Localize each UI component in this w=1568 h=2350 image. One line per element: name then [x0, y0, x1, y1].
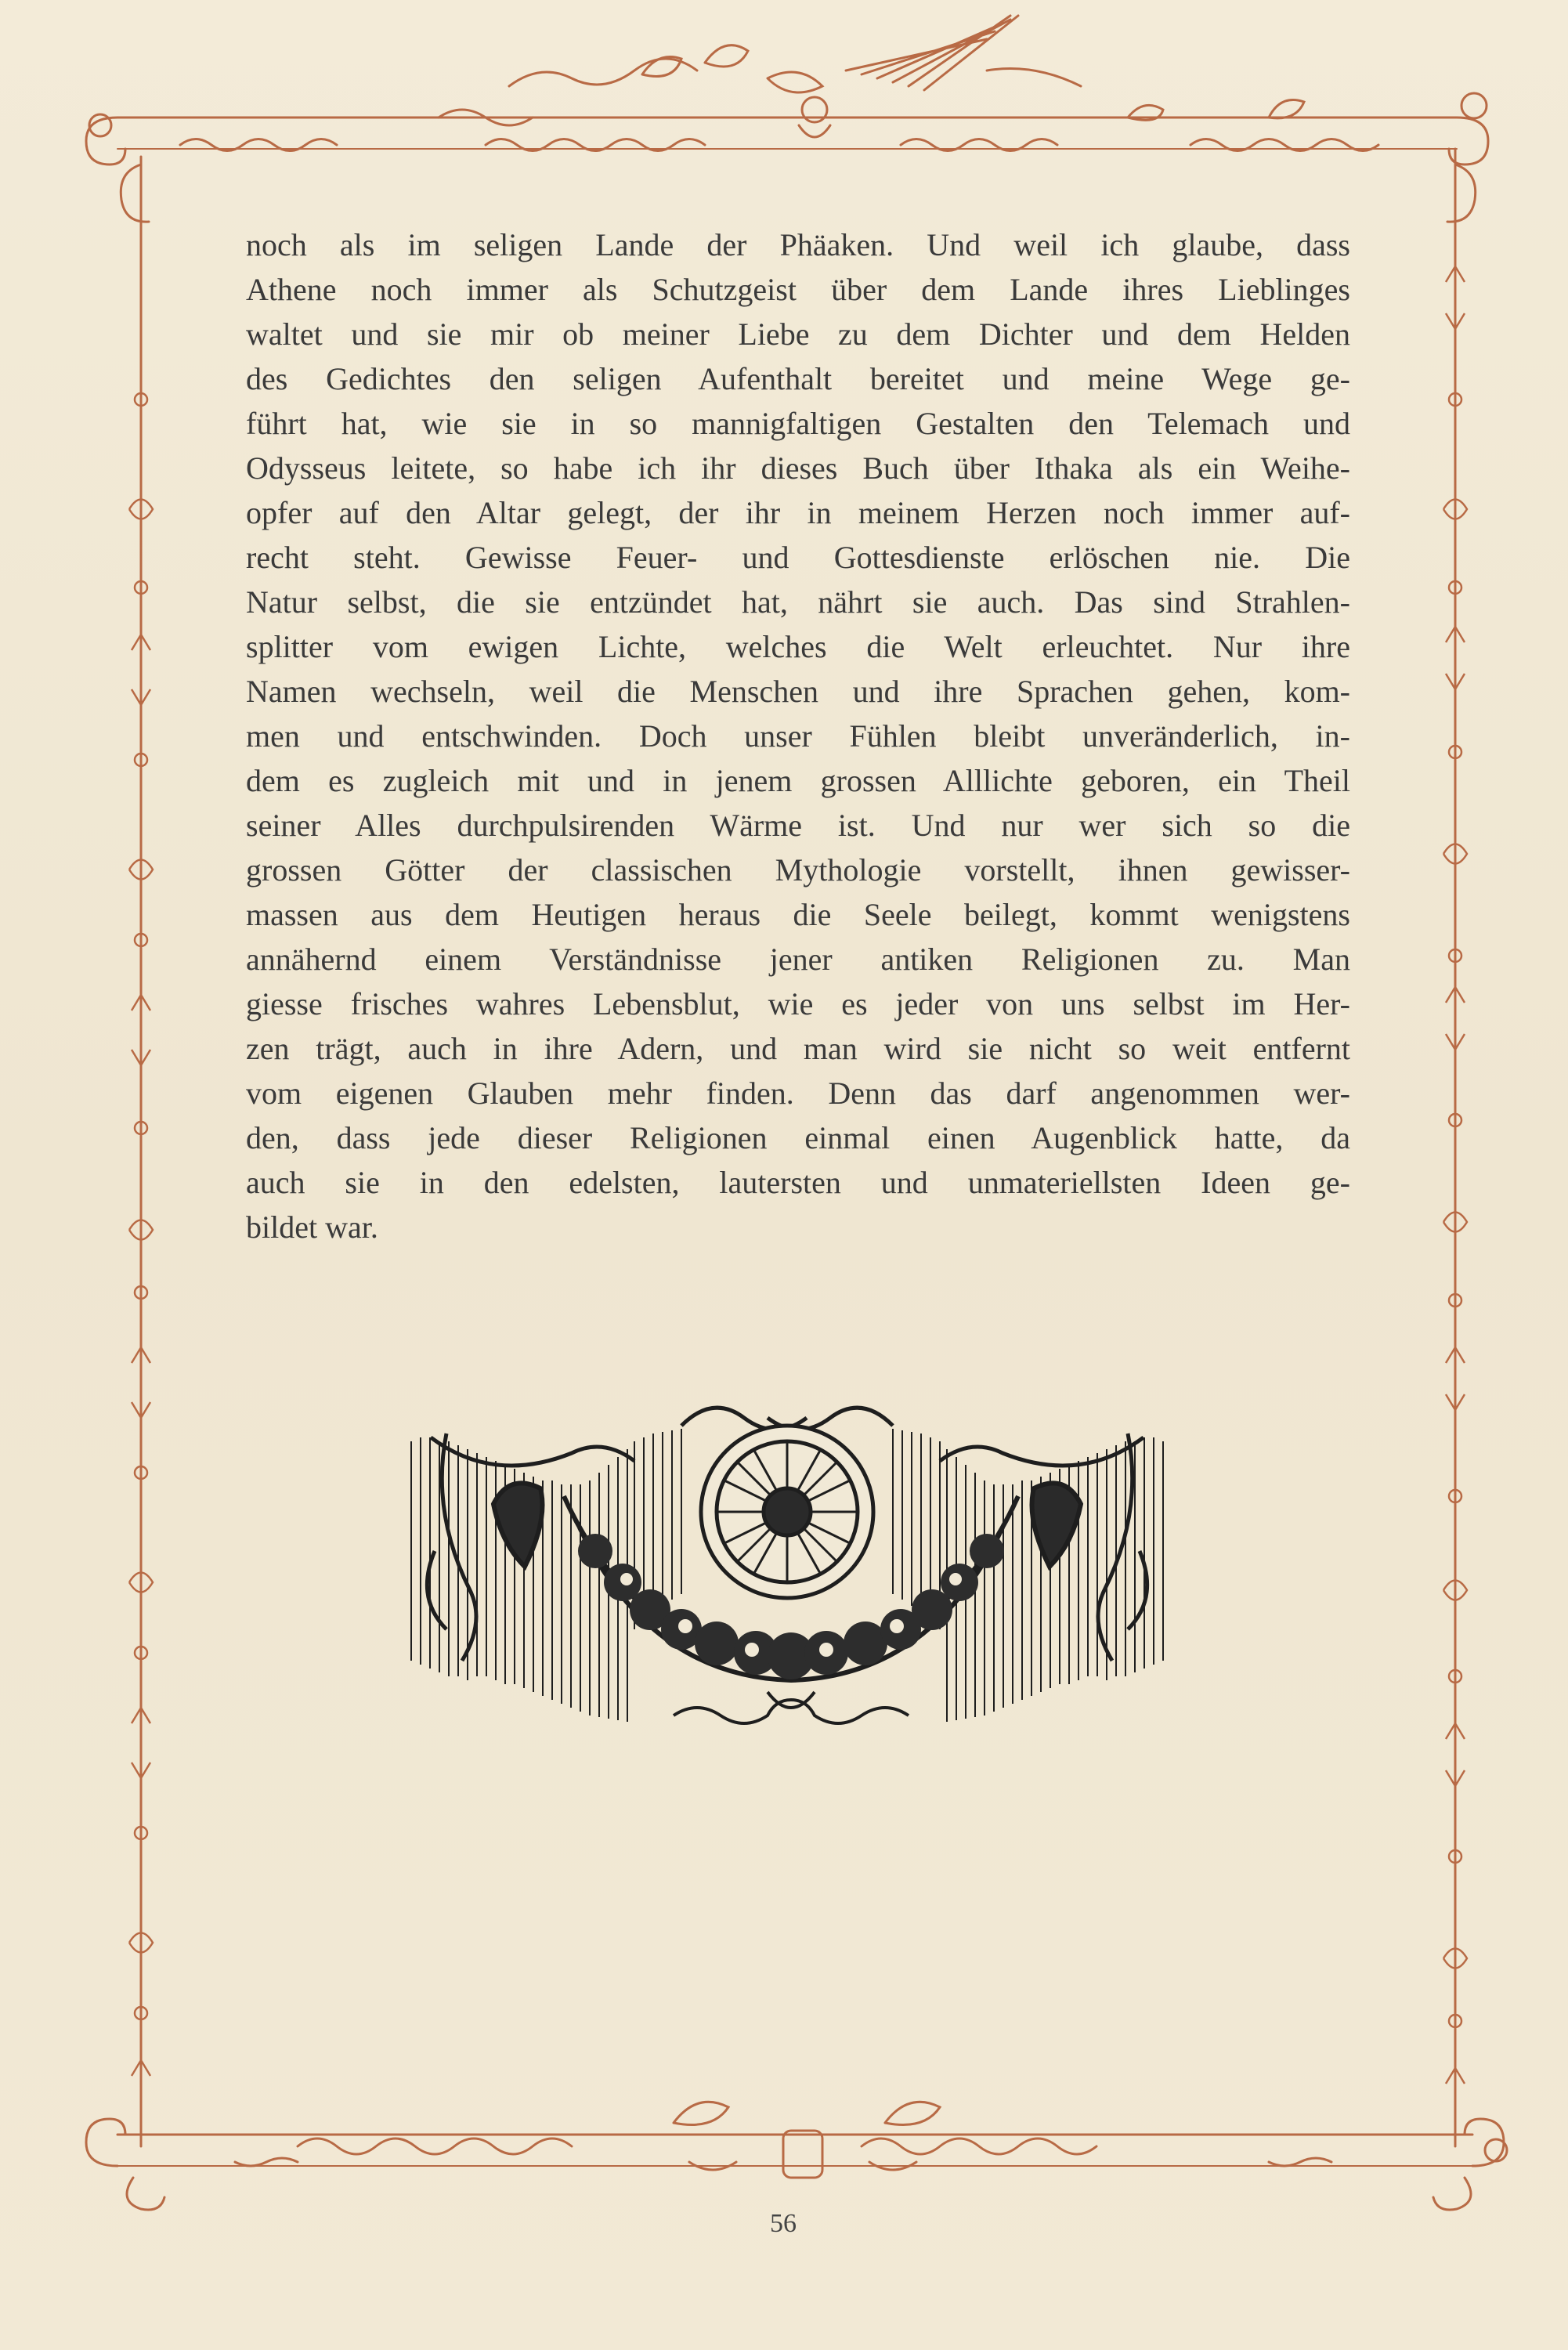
text-line: vom eigenen Glauben mehr finden. Denn das darf angenommen wer-	[246, 1076, 1350, 1111]
text-line: dem es zugleich mit und in jenem grossen Alllichte geboren, ein Theil	[246, 763, 1350, 798]
text-line: annähernd einem Verständnisse jener antiken Religionen zu. Man	[246, 942, 1350, 977]
page-number: 56	[770, 2209, 797, 2238]
text-line: bildet war.	[246, 1209, 378, 1245]
text-line: des Gedichtes den seligen Aufenthalt bereitet und meine Wege ge-	[246, 361, 1350, 396]
text-line: giesse frisches wahres Lebensblut, wie es jeder von uns selbst im Her-	[246, 986, 1350, 1021]
text-line: zen trägt, auch in ihre Adern, und man wird sie nicht so weit entfernt	[246, 1031, 1350, 1066]
text-line: Natur selbst, die sie entzündet hat, nährt sie auch. Das sind Strahlen-	[246, 584, 1350, 620]
text-line: grossen Götter der classischen Mythologie vorstellt, ihnen gewisser-	[246, 852, 1350, 888]
text-line: Namen wechseln, weil die Menschen und ihre Sprachen gehen, kom-	[246, 674, 1350, 709]
text-line: den, dass jede dieser Religionen einmal einen Augenblick hatte, da	[246, 1120, 1350, 1155]
text-line: noch als im seligen Lande der Phäaken. Und weil ich glaube, dass	[246, 227, 1350, 262]
text-line: opfer auf den Altar gelegt, der ihr in meinem Herzen noch immer auf-	[246, 495, 1350, 530]
text-line: waltet und sie mir ob meiner Liebe zu dem Dichter und dem Helden	[246, 316, 1350, 352]
garland-rosette-vignette-icon	[399, 1394, 1175, 1739]
text-line: men und entschwinden. Doch unser Fühlen bleibt unveränderlich, in-	[246, 718, 1350, 754]
body-text	[246, 222, 1350, 1249]
text-line: Athene noch immer als Schutzgeist über dem Lande ihres Lieblinges	[246, 272, 1350, 307]
text-line: seiner Alles durchpulsirenden Wärme ist. Und nur wer sich so die	[246, 808, 1350, 843]
text-line: Odysseus leitete, so habe ich ihr dieses Buch über Ithaka als ein Weihe-	[246, 450, 1350, 486]
text-line: führt hat, wie sie in so mannigfaltigen Gestalten den Telemach und	[246, 406, 1350, 441]
text-line: massen aus dem Heutigen heraus die Seele beilegt, kommt wenigstens	[246, 897, 1350, 932]
text-line: recht steht. Gewisse Feuer- und Gottesdienste erlöschen nie. Die	[246, 540, 1350, 575]
text-line: splitter vom ewigen Lichte, welches die Welt erleuchtet. Nur ihre	[246, 629, 1350, 664]
text-line: auch sie in den edelsten, lautersten und unmateriellsten Ideen ge-	[246, 1165, 1350, 1200]
